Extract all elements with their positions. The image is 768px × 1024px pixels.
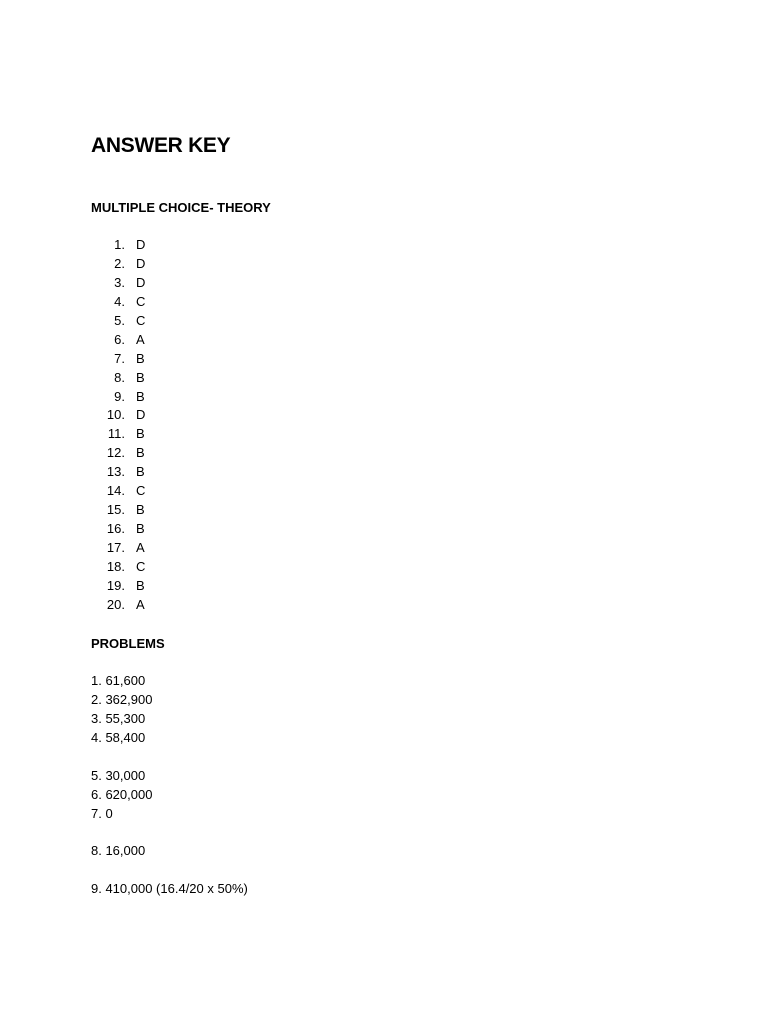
item-answer: B xyxy=(136,350,145,366)
item-number: 20. xyxy=(106,596,125,612)
item-number: 6. xyxy=(114,331,125,347)
problem-answer: 6. 620,000 xyxy=(91,786,153,802)
item-number: 14. xyxy=(106,483,125,499)
item-answer: C xyxy=(136,312,146,328)
item-number: 15. xyxy=(106,502,125,518)
item-answer: A xyxy=(136,596,145,612)
item-number: 10. xyxy=(106,407,125,423)
item-number: 3. xyxy=(114,274,125,290)
item-answer: D xyxy=(136,407,146,423)
page-title: ANSWER KEY xyxy=(91,134,231,157)
problems-heading: PROBLEMS xyxy=(91,636,165,651)
item-number: 12. xyxy=(106,445,125,461)
item-answer: D xyxy=(136,237,146,252)
problem-answer: 7. 0 xyxy=(91,805,113,821)
item-number: 7. xyxy=(114,350,125,366)
item-number: 16. xyxy=(106,521,125,537)
problem-answer: 5. 30,000 xyxy=(91,767,146,783)
item-number: 9. xyxy=(114,388,125,404)
item-answer: D xyxy=(136,274,146,290)
item-answer: C xyxy=(136,558,146,574)
problem-answer: 8. 16,000 xyxy=(91,843,146,859)
blank-line xyxy=(91,748,248,767)
item-answer: A xyxy=(136,331,145,347)
item-answer: A xyxy=(136,540,145,555)
problem-answer: 2. 362,900 xyxy=(91,691,153,707)
item-answer: B xyxy=(136,577,145,593)
item-number: 19. xyxy=(106,577,125,593)
problem-answer: 4. 58,400 xyxy=(91,729,146,745)
item-answer: B xyxy=(136,426,145,442)
item-answer: B xyxy=(136,502,145,518)
item-answer: B xyxy=(136,369,145,385)
multiple-choice-heading: MULTIPLE CHOICE- THEORY xyxy=(91,200,271,215)
problem-answer: 1. 61,600 xyxy=(91,673,146,688)
item-answer: B xyxy=(136,388,145,404)
blank-line xyxy=(91,861,248,880)
item-number: 5. xyxy=(114,312,125,328)
item-number: 17. xyxy=(106,540,125,555)
problem-answer: 3. 55,300 xyxy=(91,710,146,726)
item-number: 4. xyxy=(114,293,125,309)
item-answer: B xyxy=(136,521,145,537)
blank-line xyxy=(91,824,248,843)
item-answer: C xyxy=(136,483,146,499)
item-answer: B xyxy=(136,445,145,461)
item-answer: D xyxy=(136,255,146,271)
problems-list xyxy=(91,672,248,899)
item-number: 1. xyxy=(114,237,125,252)
item-answer: C xyxy=(136,293,146,309)
item-number: 8. xyxy=(114,369,125,385)
item-number: 11. xyxy=(107,426,125,442)
problem-answer: 9. 410,000 (16.4/20 x 50%) xyxy=(91,881,248,897)
item-number: 13. xyxy=(106,464,125,480)
item-number: 18. xyxy=(106,558,125,574)
item-answer: B xyxy=(136,464,145,480)
item-number: 2. xyxy=(114,255,125,271)
document-page xyxy=(91,0,731,1024)
